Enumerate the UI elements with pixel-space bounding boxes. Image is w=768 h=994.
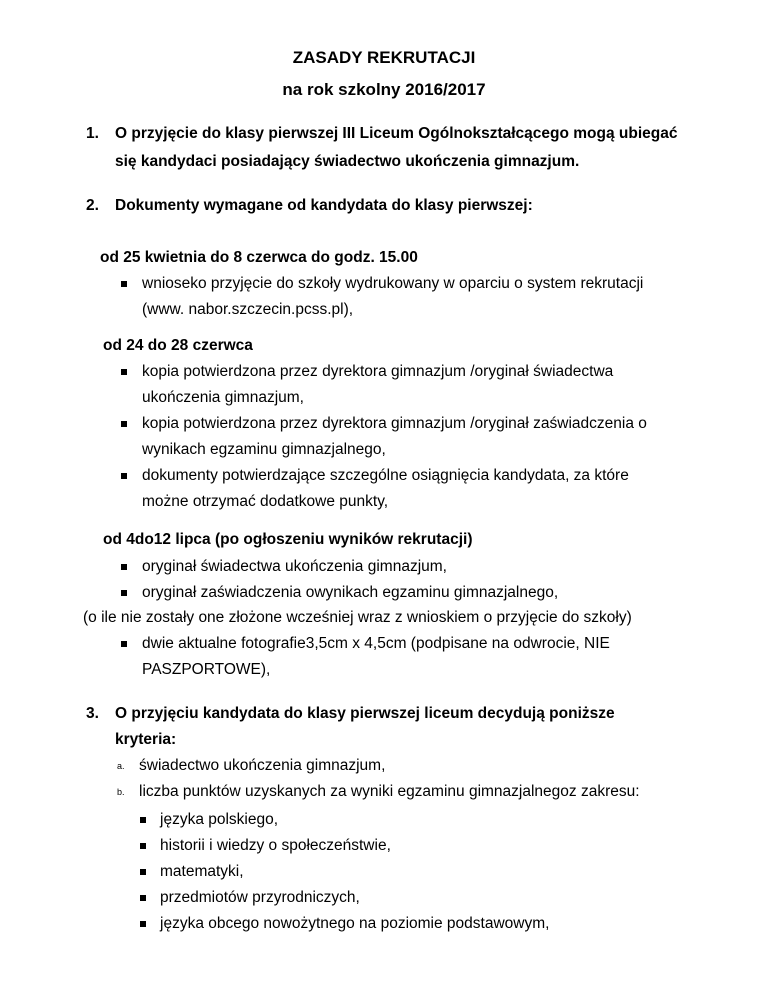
- criterion-a: świadectwo ukończenia gimnazjum,: [139, 757, 386, 774]
- period-3-bullet-3-line-2: PASZPORTOWE),: [142, 661, 271, 678]
- bullet-square-icon: [121, 421, 127, 427]
- bullet-square-icon: [140, 843, 146, 849]
- period-2-bullet-2-line-1: kopia potwierdzona przez dyrektora gimnazjum /oryginał zaświadczenia o: [142, 415, 647, 432]
- section-2-number: 2.: [86, 197, 99, 214]
- section-1-line-1: O przyjęcie do klasy pierwszej III Liceum Ogólnokształcącego mogą ubiegać: [115, 125, 678, 142]
- section-1-line-2: się kandydaci posiadający świadectwo ukończenia gimnazjum.: [115, 153, 580, 170]
- doc-subtitle: na rok szkolny 2016/2017: [282, 80, 486, 99]
- subject-4: przedmiotów przyrodniczych,: [160, 889, 360, 906]
- subject-1: języka polskiego,: [160, 811, 279, 828]
- bullet-square-icon: [121, 369, 127, 375]
- period-3-bullet-3-line-1: dwie aktualne fotografie3,5cm x 4,5cm (podpisane na odwrocie, NIE: [142, 635, 610, 652]
- period-1-heading: od 25 kwietnia do 8 czerwca do godz. 15.00: [100, 249, 418, 266]
- section-3-line-1: O przyjęciu kandydata do klasy pierwszej liceum decydują poniższe: [115, 705, 615, 722]
- section-1-number: 1.: [86, 125, 99, 142]
- bullet-square-icon: [140, 817, 146, 823]
- section-3-line-2: kryteria:: [115, 731, 177, 748]
- bullet-square-icon: [140, 921, 146, 927]
- period-1-bullet-1-line-2: (www. nabor.szczecin.pcss.pl),: [142, 301, 354, 318]
- period-2-bullet-3-line-2: możne otrzymać dodatkowe punkty,: [142, 493, 389, 510]
- period-2-bullet-1-line-2: ukończenia gimnazjum,: [142, 389, 304, 406]
- bullet-square-icon: [121, 564, 127, 570]
- period-3-note: (o ile nie zostały one złożone wcześniej wraz z wnioskiem o przyjęcie do szkoły): [83, 609, 632, 626]
- period-2-heading: od 24 do 28 czerwca: [103, 337, 253, 354]
- section-3-number: 3.: [86, 705, 99, 722]
- period-3-bullet-2: oryginał zaświadczenia owynikach egzaminu gimnazjalnego,: [142, 584, 559, 601]
- bullet-square-icon: [121, 473, 127, 479]
- criterion-b: liczba punktów uzyskanych za wyniki egzaminu gimnazjalnegoz zakresu:: [139, 783, 640, 800]
- subject-3: matematyki,: [160, 863, 244, 880]
- section-2-title: Dokumenty wymagane od kandydata do klasy pierwszej:: [115, 197, 533, 214]
- bullet-square-icon: [140, 869, 146, 875]
- bullet-square-icon: [140, 895, 146, 901]
- period-2-bullet-1-line-1: kopia potwierdzona przez dyrektora gimnazjum /oryginał świadectwa: [142, 363, 614, 380]
- subject-5: języka obcego nowożytnego na poziomie podstawowym,: [160, 915, 550, 932]
- period-1-bullet-1-line-1: wnioseko przyjęcie do szkoły wydrukowany w oparciu o system rekrutacji: [142, 275, 644, 292]
- period-2-bullet-2-line-2: wynikach egzaminu gimnazjalnego,: [142, 441, 386, 458]
- bullet-square-icon: [121, 641, 127, 647]
- bullet-square-icon: [121, 590, 127, 596]
- list-letter-a: a.: [117, 761, 125, 771]
- period-3-bullet-1: oryginał świadectwa ukończenia gimnazjum,: [142, 558, 447, 575]
- period-3-heading: od 4do12 lipca (po ogłoszeniu wyników rekrutacji): [103, 531, 473, 548]
- list-letter-b: b.: [117, 787, 125, 797]
- period-2-bullet-3-line-1: dokumenty potwierdzające szczególne osiągnięcia kandydata, za które: [142, 467, 629, 484]
- doc-title: ZASADY REKRUTACJI: [292, 48, 476, 67]
- subject-2: historii i wiedzy o społeczeństwie,: [160, 837, 391, 854]
- bullet-square-icon: [121, 281, 127, 287]
